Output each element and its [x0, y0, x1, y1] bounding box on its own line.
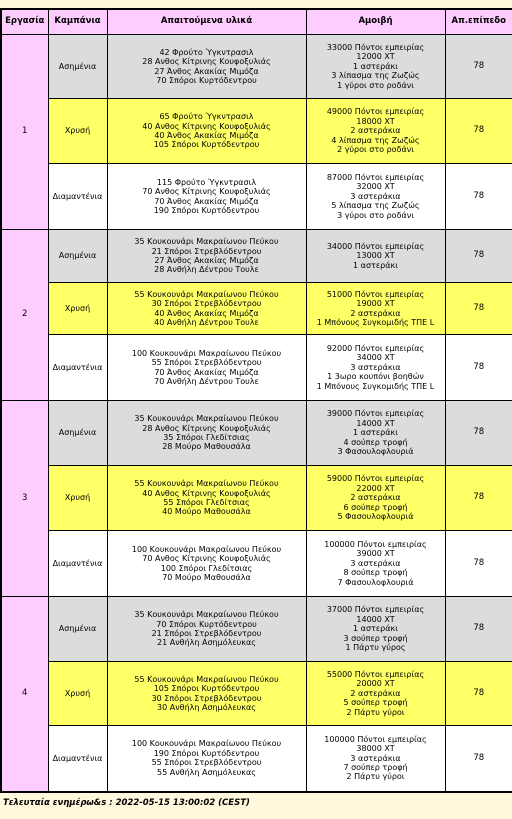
required-level: 78: [445, 726, 512, 792]
material-item: 35 Κουκουνάρι Μακραίωνου Πεύκου: [134, 414, 279, 424]
header-campaign: Καμπάνια: [48, 9, 107, 35]
material-item: 55 Κουκουνάρι Μακραίωνου Πεύκου: [134, 674, 279, 684]
required-level: 78: [445, 466, 512, 531]
header-materials: Απαιτούμενα υλικά: [107, 9, 306, 35]
reward-item: 100000 Πόντοι εμπειρίας: [324, 734, 427, 744]
reward-item: 3 σούπερ τροφή: [343, 633, 408, 643]
reward-item: 4 σούπερ τροφή: [343, 437, 408, 447]
reward-item: 39000 Πόντοι εμπειρίας: [326, 409, 425, 419]
material-item: 35 Σπόροι Γλεδίτσιας: [163, 433, 250, 442]
task-number: 2: [1, 230, 48, 401]
reward-item: 2 Πάρτυ γύροι: [346, 707, 405, 717]
table-row: [1, 662, 512, 726]
reward-cell: [306, 99, 445, 164]
reward-item: 38000 XT: [356, 744, 395, 754]
campaign-tier-silver: Ασημένια: [48, 230, 107, 283]
required-level: 78: [445, 164, 512, 230]
material-item: 40 Ανθος Κίτρινης Κουφοξυλιάς: [142, 121, 271, 131]
reward-item: 33000 Πόντοι εμπειρίας: [326, 42, 425, 52]
reward-item: 5 Φασουλοφλουριά: [337, 512, 414, 522]
reward-item: 1 αστεράκι: [353, 428, 398, 438]
reward-item: 1 αστεράκι: [353, 624, 398, 634]
reward-item: 7 σούπερ τροφή: [343, 762, 408, 772]
table-row: [1, 335, 512, 401]
required-level: 78: [445, 662, 512, 726]
campaign-tier-gold: Χρυσή: [48, 662, 107, 726]
table-row: [1, 99, 512, 164]
materials-cell: [107, 283, 306, 335]
campaign-tier-diamond: Διαμαντένια: [48, 335, 107, 401]
material-item: 190 Σπόροι Κυρτόδεντρου: [153, 748, 260, 758]
material-item: 28 Ανθήλη Δέντρου Τουλε: [154, 265, 259, 275]
material-item: 27 Άνθος Ακακίας Μιμόζα: [154, 66, 259, 76]
required-level: 78: [445, 283, 512, 335]
reward-item: 49000 Πόντοι εμπειρίας: [326, 107, 425, 117]
reward-item: 34000 Πόντοι εμπειρίας: [326, 241, 425, 251]
reward-cell: [306, 283, 445, 335]
reward-item: 2 αστεράκια: [350, 308, 401, 318]
materials-cell: [107, 401, 306, 466]
table-body: [1, 35, 512, 792]
material-item: 55 Κουκουνάρι Μακραίωνου Πεύκου: [134, 479, 279, 489]
reward-cell: [306, 401, 445, 466]
material-item: 100 Κουκουνάρι Μακραίωνου Πεύκου: [131, 739, 282, 749]
last-updated-text: Τελευταία ενημέρω&s : 2022-05-15 13:00:02 (CEST): [3, 798, 250, 808]
reward-item: 13000 XT: [356, 251, 395, 261]
reward-cell: [306, 164, 445, 230]
reward-item: 2 γύροι στο ροδάνι: [337, 145, 414, 155]
reward-item: 3 λίπασμα της Ζωζώς: [331, 71, 420, 81]
material-item: 70 Μούρο Μαθουσάλα: [162, 572, 251, 582]
materials-cell: [107, 466, 306, 531]
reward-item: 3 γύροι στο ροδάνι: [337, 210, 414, 220]
materials-cell: [107, 597, 306, 662]
material-item: 115 Φρούτο Ύγκντρασιλ: [156, 177, 257, 187]
reward-item: 8 σούπερ τροφή: [343, 568, 408, 578]
reward-item: 2 αστεράκια: [350, 493, 401, 503]
material-item: 30 Σπόροι Στρεβλόδεντρου: [151, 299, 262, 309]
material-item: 70 Σπόροι Κυρτόδεντρου: [156, 619, 257, 629]
material-item: 21 Σπόροι Στρεβλόδεντρου: [151, 246, 262, 256]
campaign-tier-silver: Ασημένια: [48, 401, 107, 466]
reward-item: 5 σούπερ τροφή: [343, 698, 408, 708]
table-row: [1, 35, 512, 99]
material-item: 35 Κουκουνάρι Μακραίωνου Πεύκου: [134, 610, 279, 620]
materials-cell: [107, 35, 306, 99]
material-item: 30 Σπόροι Στρεβλόδεντρου: [151, 693, 262, 703]
table-row: [1, 164, 512, 230]
task-number: 4: [1, 597, 48, 792]
material-item: 21 Ανθήλη Ασημόλευκας: [157, 638, 256, 648]
reward-item: 14000 XT: [356, 614, 395, 624]
material-item: 40 Ανθήλη Δέντρου Τουλε: [154, 317, 259, 327]
reward-item: 3 αστεράκια: [350, 753, 401, 763]
campaign-tier-diamond: Διαμαντένια: [48, 164, 107, 230]
table-header-row: [1, 9, 512, 35]
reward-item: 92000 Πόντοι εμπειρίας: [326, 343, 425, 353]
reward-cell: [306, 230, 445, 283]
task-number: 1: [1, 35, 48, 230]
material-item: 21 Σπόροι Στρεβλόδεντρου: [151, 629, 262, 638]
material-item: 70 Ανθος Κίτρινης Κουφοξυλιάς: [142, 187, 271, 197]
material-item: 35 Κουκουνάρι Μακραίωνου Πεύκου: [134, 237, 279, 247]
material-item: 30 Ανθήλη Ασημόλευκας: [157, 702, 256, 712]
campaign-tier-silver: Ασημένια: [48, 597, 107, 662]
table-row: [1, 531, 512, 597]
reward-item: 6 σούπερ τροφή: [343, 502, 408, 512]
required-level: 78: [445, 35, 512, 99]
reward-cell: [306, 662, 445, 726]
reward-item: 59000 Πόντοι εμπειρίας: [326, 474, 425, 484]
reward-item: 37000 Πόντοι εμπειρίας: [326, 605, 425, 615]
campaign-tier-gold: Χρυσή: [48, 283, 107, 335]
materials-cell: [107, 335, 306, 401]
reward-item: 14000 XT: [356, 418, 395, 428]
reward-item: 2 αστεράκια: [350, 126, 401, 136]
reward-item: 1 3ωρο κουπόνι βοηθών: [327, 372, 424, 382]
reward-item: 22000 XT: [356, 483, 395, 493]
reward-item: 1 αστεράκι: [353, 61, 398, 71]
reward-item: 19000 XT: [356, 299, 395, 309]
reward-item: 18000 XT: [356, 116, 395, 126]
reward-item: 1 Πάρτυ γύρος: [345, 643, 406, 653]
material-item: 105 Σπόροι Κυρτόδεντρου: [153, 684, 260, 694]
table-row: [1, 283, 512, 335]
header-task: Εργασία: [1, 9, 48, 35]
material-item: 40 Άνθος Ακακίας Μιμόζα: [154, 131, 259, 140]
campaign-tier-gold: Χρυσή: [48, 466, 107, 531]
reward-cell: [306, 335, 445, 401]
material-item: 55 Σπόροι Στρεβλόδεντρου: [151, 758, 262, 768]
reward-item: 100000 Πόντοι εμπειρίας: [324, 539, 427, 549]
material-item: 100 Κουκουνάρι Μακραίωνου Πεύκου: [131, 348, 282, 358]
material-item: 70 Άνθος Ακακίας Μιμόζα: [154, 367, 259, 377]
reward-item: 1 Μπόνους Συγκομιδής ΤΠΕ L: [316, 381, 435, 391]
reward-item: 51000 Πόντοι εμπειρίας: [326, 289, 425, 299]
material-item: 190 Σπόροι Κυρτόδεντρου: [153, 205, 260, 215]
reward-cell: [306, 726, 445, 792]
required-level: 78: [445, 99, 512, 164]
reward-item: 32000 XT: [356, 182, 395, 192]
reward-item: 1 γύροι στο ροδάνι: [337, 80, 414, 90]
reward-cell: [306, 35, 445, 99]
table-row: [1, 230, 512, 283]
reward-item: 3 αστεράκια: [350, 362, 401, 372]
material-item: 42 Φρούτο Ύγκντρασιλ: [159, 47, 254, 57]
reward-item: 55000 Πόντοι εμπειρίας: [326, 669, 425, 679]
material-item: 70 Άνθος Ακακίας Μιμόζα: [154, 196, 259, 206]
reward-item: 7 Φασουλοφλουριά: [337, 577, 414, 587]
reward-cell: [306, 597, 445, 662]
material-item: 55 Ανθήλη Ασημόλευκας: [157, 767, 256, 777]
table-row: [1, 726, 512, 792]
header-level: Απ.επίπεδο: [445, 9, 512, 35]
material-item: 100 Κουκουνάρι Μακραίωνου Πεύκου: [131, 544, 282, 554]
material-item: 40 Ανθος Κίτρινης Κουφοξυλιάς: [142, 488, 271, 498]
reward-cell: [306, 531, 445, 597]
material-item: 100 Σπόροι Γλεδίτσιας: [160, 563, 253, 573]
material-item: 28 Ανθος Κίτρινης Κουφοξυλιάς: [142, 423, 271, 433]
materials-cell: [107, 662, 306, 726]
reward-item: 1 Μπόνους Συγκομιδής ΤΠΕ L: [316, 317, 435, 327]
campaign-tier-diamond: Διαμαντένια: [48, 726, 107, 792]
table-row: [1, 401, 512, 466]
materials-cell: [107, 164, 306, 230]
materials-cell: [107, 230, 306, 283]
required-level: 78: [445, 335, 512, 401]
campaign-rewards-table: [0, 8, 512, 793]
header-reward: Αμοιβή: [306, 9, 445, 35]
required-level: 78: [445, 230, 512, 283]
table-row: [1, 466, 512, 531]
reward-item: 2 Πάρτυ γύροι: [346, 772, 405, 782]
material-item: 70 Ανθήλη Δέντρου Τουλε: [154, 376, 259, 386]
reward-item: 4 λίπασμα της Ζωζώς: [331, 135, 420, 145]
task-number: 3: [1, 401, 48, 597]
material-item: 40 Μούρο Μαθουσάλα: [162, 507, 251, 517]
reward-item: 2 αστεράκια: [350, 688, 401, 698]
material-item: 28 Μούρο Μαθουσάλα: [162, 442, 251, 452]
materials-cell: [107, 726, 306, 792]
material-item: 105 Σπόροι Κυρτόδεντρου: [153, 140, 260, 150]
reward-item: 20000 XT: [356, 679, 395, 689]
reward-item: 87000 Πόντοι εμπειρίας: [326, 172, 425, 182]
reward-item: 12000 XT: [356, 52, 395, 62]
material-item: 55 Κουκουνάρι Μακραίωνου Πεύκου: [134, 289, 279, 299]
reward-cell: [306, 466, 445, 531]
reward-item: 3 αστεράκια: [350, 558, 401, 568]
reward-item: 3 Φασουλοφλουριά: [337, 447, 414, 457]
materials-cell: [107, 531, 306, 597]
material-item: 70 Σπόροι Κυρτόδεντρου: [156, 75, 257, 85]
required-level: 78: [445, 597, 512, 662]
reward-item: 5 λίπασμα της Ζωζώς: [331, 201, 420, 211]
table-row: [1, 597, 512, 662]
campaign-tier-silver: Ασημένια: [48, 35, 107, 99]
campaign-tier-gold: Χρυσή: [48, 99, 107, 164]
reward-item: 39000 XT: [356, 549, 395, 559]
campaign-tier-diamond: Διαμαντένια: [48, 531, 107, 597]
material-item: 70 Ανθος Κίτρινης Κουφοξυλιάς: [142, 554, 271, 564]
material-item: 28 Ανθος Κίτρινης Κουφοξυλιάς: [142, 57, 271, 67]
material-item: 55 Σπόροι Στρεβλόδεντρου: [151, 358, 262, 368]
reward-item: 34000 XT: [356, 353, 395, 363]
reward-item: 3 αστεράκια: [350, 191, 401, 201]
material-item: 27 Άνθος Ακακίας Μιμόζα: [154, 256, 259, 265]
material-item: 65 Φρούτο Ύγκντρασιλ: [159, 112, 254, 122]
material-item: 40 Άνθος Ακακίας Μιμόζα: [154, 308, 259, 318]
materials-cell: [107, 99, 306, 164]
required-level: 78: [445, 531, 512, 597]
material-item: 55 Σπόροι Γλεδίτσιας: [163, 498, 250, 507]
reward-item: 1 αστεράκι: [353, 260, 398, 270]
required-level: 78: [445, 401, 512, 466]
